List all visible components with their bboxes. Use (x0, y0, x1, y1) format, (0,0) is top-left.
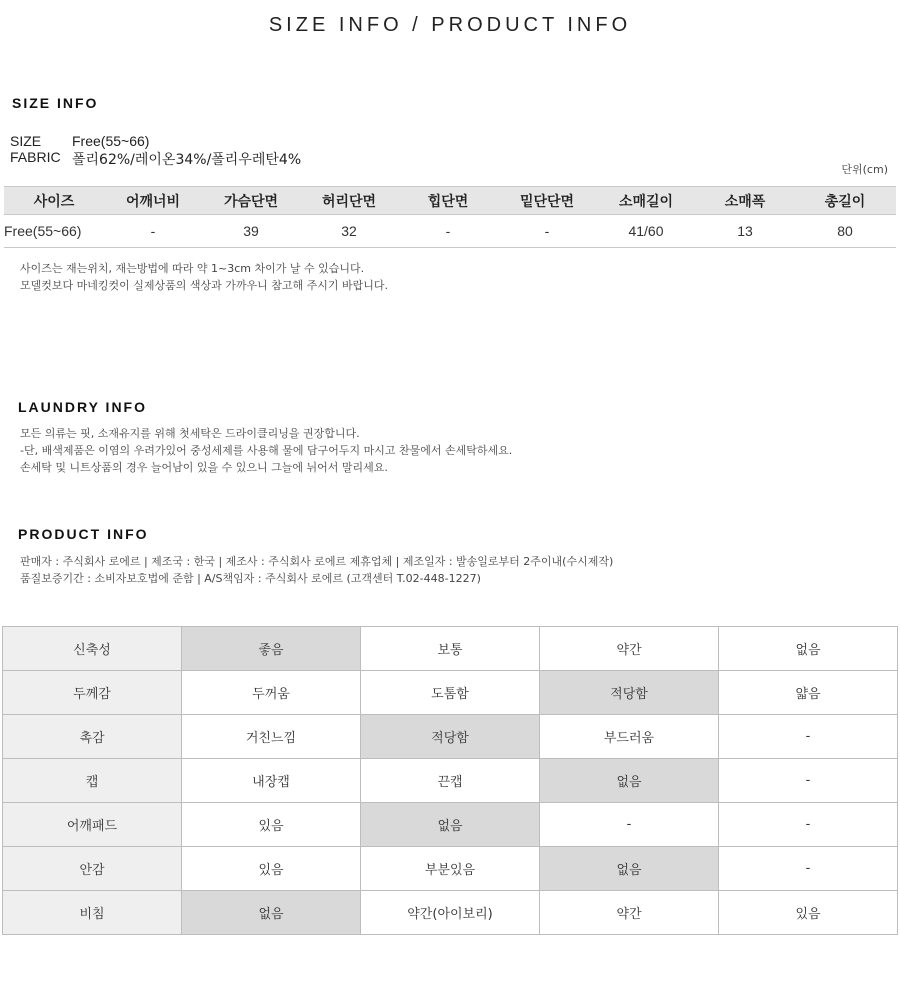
size-table (4, 186, 896, 248)
fabric-spec-row (10, 149, 301, 169)
col-header: 허리단면 (300, 187, 398, 215)
feel-row (3, 627, 898, 671)
size-note-line: 사이즈는 재는위치, 재는방법에 따라 약 1~3cm 차이가 날 수 있습니다. (20, 262, 365, 275)
feel-option: - (719, 715, 898, 759)
feel-row-label: 두께감 (3, 671, 182, 715)
size-label: SIZE (10, 133, 42, 149)
col-header: 가슴단면 (202, 187, 300, 215)
feel-option: 거친느낌 (182, 715, 361, 759)
feel-option: 끈캡 (361, 759, 540, 803)
feel-option-selected: 적당함 (540, 671, 719, 715)
size-table-header (4, 187, 896, 215)
feel-option: 있음 (182, 803, 361, 847)
feel-row-label: 촉감 (3, 715, 182, 759)
product-info-heading: PRODUCT INFO (18, 526, 149, 542)
col-header: 소매폭 (696, 187, 794, 215)
table-cell: - (104, 215, 202, 248)
table-row (4, 215, 896, 248)
feel-option-selected: 없음 (540, 847, 719, 891)
feel-option: 얇음 (719, 671, 898, 715)
table-cell: 32 (300, 215, 398, 248)
feel-row (3, 671, 898, 715)
feel-option: 부드러움 (540, 715, 719, 759)
laundry-line: 모든 의류는 핏, 소재유지를 위해 첫세탁은 드라이클리닝을 권장합니다. (20, 427, 360, 440)
col-header: 사이즈 (4, 187, 104, 215)
feel-option: - (540, 803, 719, 847)
feel-option: - (719, 847, 898, 891)
size-notes (20, 260, 388, 294)
feel-row-label: 캡 (3, 759, 182, 803)
laundry-notes (20, 425, 512, 476)
feel-row-label: 신축성 (3, 627, 182, 671)
feel-row-label: 비침 (3, 891, 182, 935)
feel-option: 부분있음 (361, 847, 540, 891)
feel-row-label: 어깨패드 (3, 803, 182, 847)
feel-option: 있음 (719, 891, 898, 935)
feel-row (3, 715, 898, 759)
feel-option: - (719, 803, 898, 847)
laundry-info-heading: LAUNDRY INFO (18, 399, 147, 415)
product-notes (20, 553, 613, 587)
feel-option-selected: 좋음 (182, 627, 361, 671)
feel-row (3, 759, 898, 803)
feel-option-selected: 없음 (182, 891, 361, 935)
feel-option: 약간 (540, 891, 719, 935)
table-cell: 13 (696, 215, 794, 248)
col-header: 어깨너비 (104, 187, 202, 215)
product-line: 판매자 : 주식회사 로에르 | 제조국 : 한국 | 제조사 : 주식회사 로에르 제휴업체 | 제조일자 : 발송일로부터 2주이내(수시제작) (20, 555, 614, 568)
product-line: 품질보증기간 : 소비자보호법에 준함 | A/S책임자 : 주식회사 로에르 (고객센터 T.02-448-1227) (20, 572, 481, 585)
table-cell: Free(55~66) (4, 215, 104, 248)
page-title: SIZE INFO / PRODUCT INFO (268, 14, 632, 36)
feel-option: 보통 (361, 627, 540, 671)
feel-option: - (719, 759, 898, 803)
feel-row (3, 891, 898, 935)
col-header: 총길이 (794, 187, 896, 215)
col-header: 힙단면 (398, 187, 498, 215)
feel-option: 약간(아이보리) (361, 891, 540, 935)
feel-option: 있음 (182, 847, 361, 891)
feel-option: 약간 (540, 627, 719, 671)
table-cell: 41/60 (596, 215, 696, 248)
table-cell: - (498, 215, 596, 248)
feel-option-selected: 적당함 (361, 715, 540, 759)
col-header: 밑단단면 (498, 187, 596, 215)
feel-row-label: 안감 (3, 847, 182, 891)
table-cell: - (398, 215, 498, 248)
size-note-line: 모델컷보다 마네킹컷이 실제상품의 색상과 가까우니 참고해 주시기 바랍니다. (20, 279, 389, 292)
fabric-value: 폴리62%/레이온34%/폴리우레탄4% (72, 152, 302, 168)
feel-row (3, 803, 898, 847)
feel-option: 도톰함 (361, 671, 540, 715)
feel-option: 두꺼움 (182, 671, 361, 715)
laundry-line: -단, 배색제품은 이염의 우려가있어 중성세제를 사용해 물에 담구어두지 마시고 찬물에서 손세탁하세요. (20, 444, 513, 457)
table-cell: 39 (202, 215, 300, 248)
col-header: 소매길이 (596, 187, 696, 215)
table-cell: 80 (794, 215, 896, 248)
size-spec-row (10, 133, 149, 149)
feel-option-selected: 없음 (361, 803, 540, 847)
size-info-heading: SIZE INFO (12, 95, 99, 111)
feel-option: 내장캡 (182, 759, 361, 803)
feel-row (3, 847, 898, 891)
size-value: Free(55~66) (72, 133, 150, 149)
feel-option: 없음 (719, 627, 898, 671)
laundry-line: 손세탁 및 니트상품의 경우 늘어남이 있을 수 있으니 그늘에 뉘어서 말리세요. (20, 461, 388, 474)
fabric-label: FABRIC (10, 149, 61, 165)
fabric-feel-table (2, 626, 898, 935)
unit-note: 단위(cm) (841, 163, 888, 176)
feel-option-selected: 없음 (540, 759, 719, 803)
